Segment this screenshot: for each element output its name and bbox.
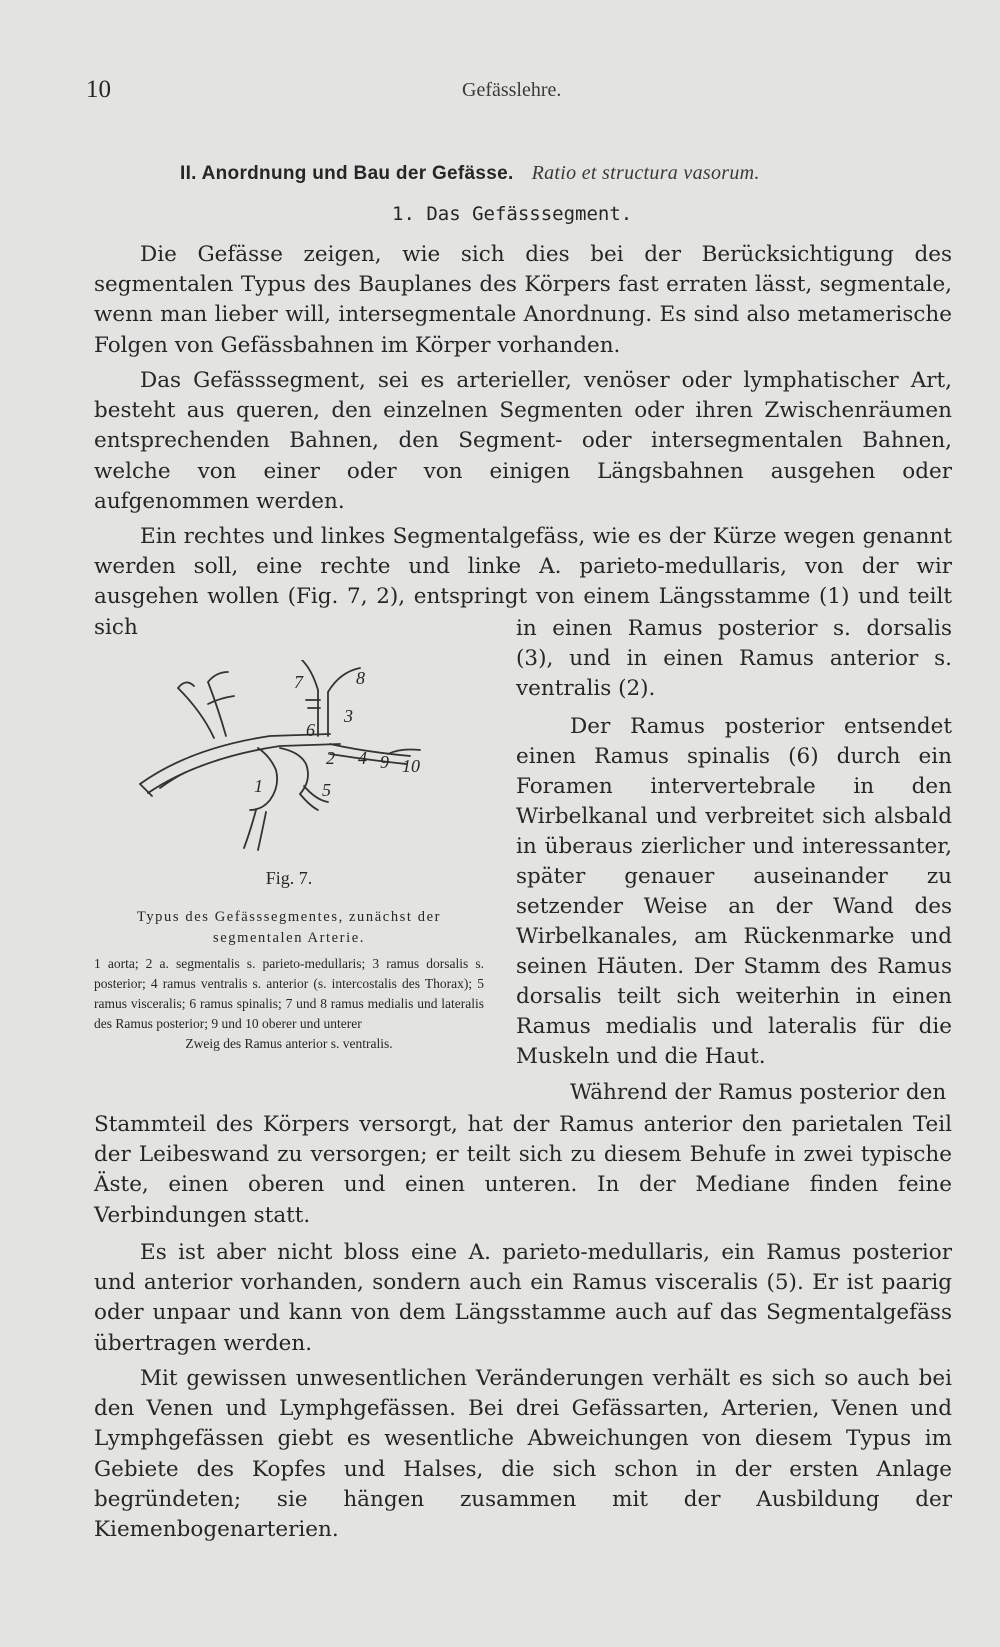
- paragraph-6: Es ist aber nicht bloss eine A. parieto-medullaris, ein Ramus posterior und anterior vorhanden, sondern auch ein Ramus visceralis (5). Er ist paarig oder unpaar und kann von dem Längsstamme auch auf das Segmentalgefäss übertragen werden.: [94, 1240, 952, 1356]
- label-5: 5: [322, 780, 331, 800]
- label-2: 2: [326, 748, 335, 768]
- label-4: 4: [358, 748, 367, 768]
- figure-legend-text: 1 aorta; 2 a. segmentalis s. parieto-medullaris; 3 ramus dorsalis s. posterior; 4 ramus ventralis s. anterior (s. intercostalis des Thorax); 5 ramus visceralis; 6 ramus spinalis; 7 und 8 ramus medialis und lateralis des Ramus posterior; 9 und 10 oberer und unterer: [94, 956, 484, 1031]
- paragraph-7: Mit gewissen unwesentlichen Veränderungen verhält es sich so auch bei den Venen und Lymphgefässen. Bei drei Gefässarten, Arterien, Venen und Lymphgefässen giebt es wesentliche Abweichungen von diesem Typus im Gebiete des Kopfes und Halses, die sich schon in der ersten Anlage begründeten; sie hängen zusammen mit der Ausbildung der Kiemenbogenarterien.: [94, 1366, 952, 1543]
- branch-right-anterior-tip: [388, 750, 420, 755]
- label-9: 9: [380, 752, 389, 772]
- label-1: 1: [254, 776, 263, 796]
- label-6: 6: [306, 720, 315, 740]
- label-7: 7: [294, 672, 303, 692]
- figure-segment-diagram: [130, 660, 490, 860]
- running-head: Gefässlehre.: [462, 79, 562, 101]
- branch-right-anterior: [330, 744, 410, 764]
- paragraph-2: Das Gefässsegment, sei es arterieller, venöser oder lymphatischer Art, besteht aus queren, den einzelnen Segmenten oder ihren Zwischenräumen entsprechenden Bahnen, den Segment- oder intersegmentalen Bahnen, welche von einer oder von einigen Längsbahnen ausgehen oder aufgenommen werden.: [94, 368, 952, 514]
- paragraph-5: Stammteil des Körpers versorgt, hat der Ramus anterior den parietalen Teil der Leibeswand zu versorgen; er teilt sich zu diesem Behufe in zwei typische Äste, einen oberen und einen unteren. In der Mediane finden feine Verbindungen statt.: [94, 1112, 952, 1228]
- branch-upper-left-twig: [208, 696, 234, 704]
- paragraph-3: Ein rechtes und linkes Segmentalgefäss, wie es der Kürze wegen genannt werden soll, eine rechte und linke A. parieto-medullaris, von der wir ausgehen wollen (Fig. 7, 2), entspringt von einem Längsstamme (1) und teilt sich: [94, 524, 952, 640]
- label-10: 10: [402, 756, 420, 776]
- branch-outer-left-inner: [148, 744, 340, 793]
- label-3: 3: [344, 706, 353, 726]
- page-number: 10: [86, 76, 111, 103]
- branch-lower-left: [244, 810, 266, 850]
- figure-subtitle: Typus des Gefässsegmentes, zunächst der segmentalen Arterie.: [136, 909, 442, 946]
- section-title-text: II. Anordnung und Bau der Gefässe.: [180, 163, 514, 184]
- section-latin-title: Ratio et structura vasorum.: [531, 162, 760, 184]
- paragraph-1: Die Gefässe zeigen, wie sich dies bei der Berücksichtigung des segmentalen Typus des Bauplanes des Körpers fast erraten lässt, segmentale, wenn man lieber will, intersegmentale Anordnung. Es sind also metamerische Folgen von Gefässbahnen im Körper vorhanden.: [94, 242, 952, 358]
- figure-title: Fig. 7.: [265, 868, 313, 888]
- branch-left-tip-2: [160, 772, 186, 788]
- branch-upper-left: [178, 682, 226, 738]
- paragraph-3-continued: in einen Ramus posterior s. dorsalis (3), und in einen Ramus anterior s. ventralis (2).: [516, 616, 952, 701]
- figure-legend: [94, 954, 484, 1054]
- paragraph-5-first-line: Während der Ramus posterior den: [570, 1080, 947, 1105]
- paragraph-4: Der Ramus posterior entsendet einen Ramus spinalis (6) durch ein Foramen intervertebrale in den Wirbelkanal und verbreitet sich alsbald in überaus zierlicher und interessanter, später genauer auseinander zu setzender Weise an der Wand des Wirbelkanales, am Rückenmarke und seinen Häuten. Der Stamm des Ramus dorsalis teilt sich weiterhin in einen Ramus medialis und lateralis für die Muskeln und die Haut.: [516, 714, 952, 1069]
- label-8: 8: [356, 668, 365, 688]
- subsection-title: 1. Das Gefässsegment.: [392, 203, 633, 225]
- section-title: [180, 162, 760, 185]
- figure-legend-last: Zweig des Ramus anterior s. ventralis.: [185, 1036, 393, 1051]
- segment-diagram-svg: [130, 660, 490, 860]
- branch-left-tip-1: [140, 784, 152, 796]
- branch-upper-left-tip: [178, 672, 228, 688]
